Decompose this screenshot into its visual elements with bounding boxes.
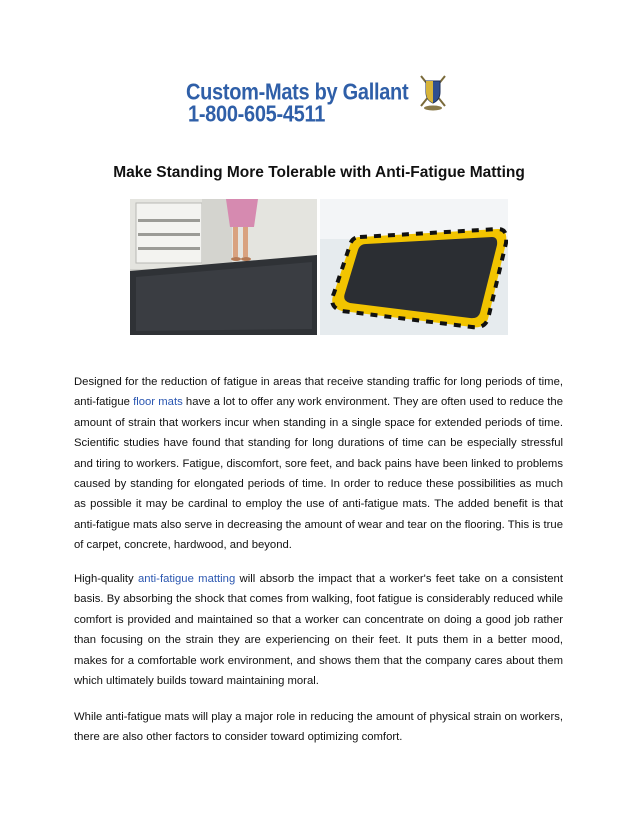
- paragraph-1-text-b: have a lot to offer any work environment. They are often used to reduce the amount of strain that workers incur when standing in a single space for extended periods of time. Scientific studies have found that standing for long durations of time can be especially stressful and tiring to workers. Fatigue, discomfort, sore feet, and back pains have been linked to problems caused by standing for elongated periods of time. In order to reduce these possibilities as much as possible it may be cardinal to employ the use of anti-fatigue mats. The added benefit is that anti-fatigue mats also serve in decreasing the amount of wear and tear on the flooring. This is true of carpet, concrete, hardwood, and beyond.: [74, 396, 563, 552]
- shield-crest-icon: [418, 72, 448, 112]
- logo-title: Custom-Mats by Gallant: [186, 80, 409, 106]
- office-mat-photo: [130, 199, 317, 335]
- anti-fatigue-matting-link[interactable]: anti-fatigue matting: [137, 573, 236, 585]
- paragraph-2-text-a: High-quality: [74, 573, 138, 585]
- anti-fatigue-mat-photo: [320, 199, 508, 335]
- paragraph-2: [74, 569, 563, 691]
- page-title: Make Standing More Tolerable with Anti-Fatigue Matting: [113, 164, 525, 181]
- paragraph-3: While anti-fatigue mats will play a major role in reducing the amount of physical strain on workers, there are also other factors to consider toward optimizing comfort.: [74, 711, 563, 744]
- paragraph-1: [74, 372, 563, 556]
- logo-phone: 1-800-605-4511: [188, 102, 326, 128]
- paragraph-1-text-a: Designed for the reduction of fatigue in areas that receive standing traffic for long periods of time, anti-fatigue: [74, 376, 563, 409]
- paragraph-2-text-b: will absorb the impact that a worker's feet take on a consistent basis. By absorbing the shock that comes from walking, foot fatigue is considerably reduced while comfort is provided and maintained so that a worker can concentrate on doing a good job rather than focusing on the strain they are experiencing on their feet. It puts them in a better mood, makes for a comfortable work environment, and shows them that the company cares about them which ultimately builds toward maintaining moral.: [74, 573, 563, 688]
- floor-mats-link[interactable]: floor mats: [133, 396, 183, 409]
